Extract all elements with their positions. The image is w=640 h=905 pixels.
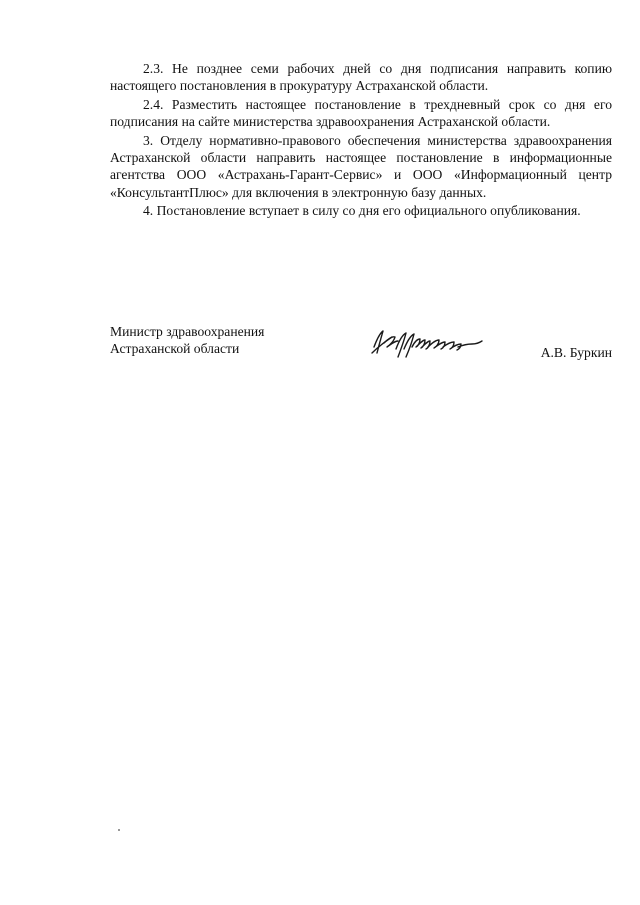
signer-title-line-1: Министр здравоохранения (110, 324, 265, 339)
paragraph-4: 4. Постановление вступает в силу со дня его официального опубликования. (143, 203, 581, 219)
handwritten-signature (368, 325, 486, 359)
paragraph-3: 3. Отделу нормативно-правового обеспечения министерства здравоохранения Астраханской области направить настоящее постановление в информационные агентства ООО «Астрахань-Гарант-Сервис» и ООО «Информационный центр «КонсультантПлюс» для включения в электронную базу данных. (110, 132, 612, 200)
signature-block (110, 323, 612, 383)
signer-name: А.В. Буркин (540, 345, 612, 360)
paragraph-2-4: 2.4. Разместить настоящее постановление в трехдневный срок со дня его подписания на сайте министерства здравоохранения Астраханской области. (110, 96, 612, 130)
paragraph-2-3: 2.3. Не позднее семи рабочих дней со дня подписания направить копию настоящего постановления в прокуратуру Астраханской области. (110, 61, 612, 94)
scan-speck (118, 829, 120, 831)
document-body (110, 60, 612, 220)
signer-title-line-2: Астраханской области (110, 341, 240, 357)
signer-title (110, 323, 264, 358)
